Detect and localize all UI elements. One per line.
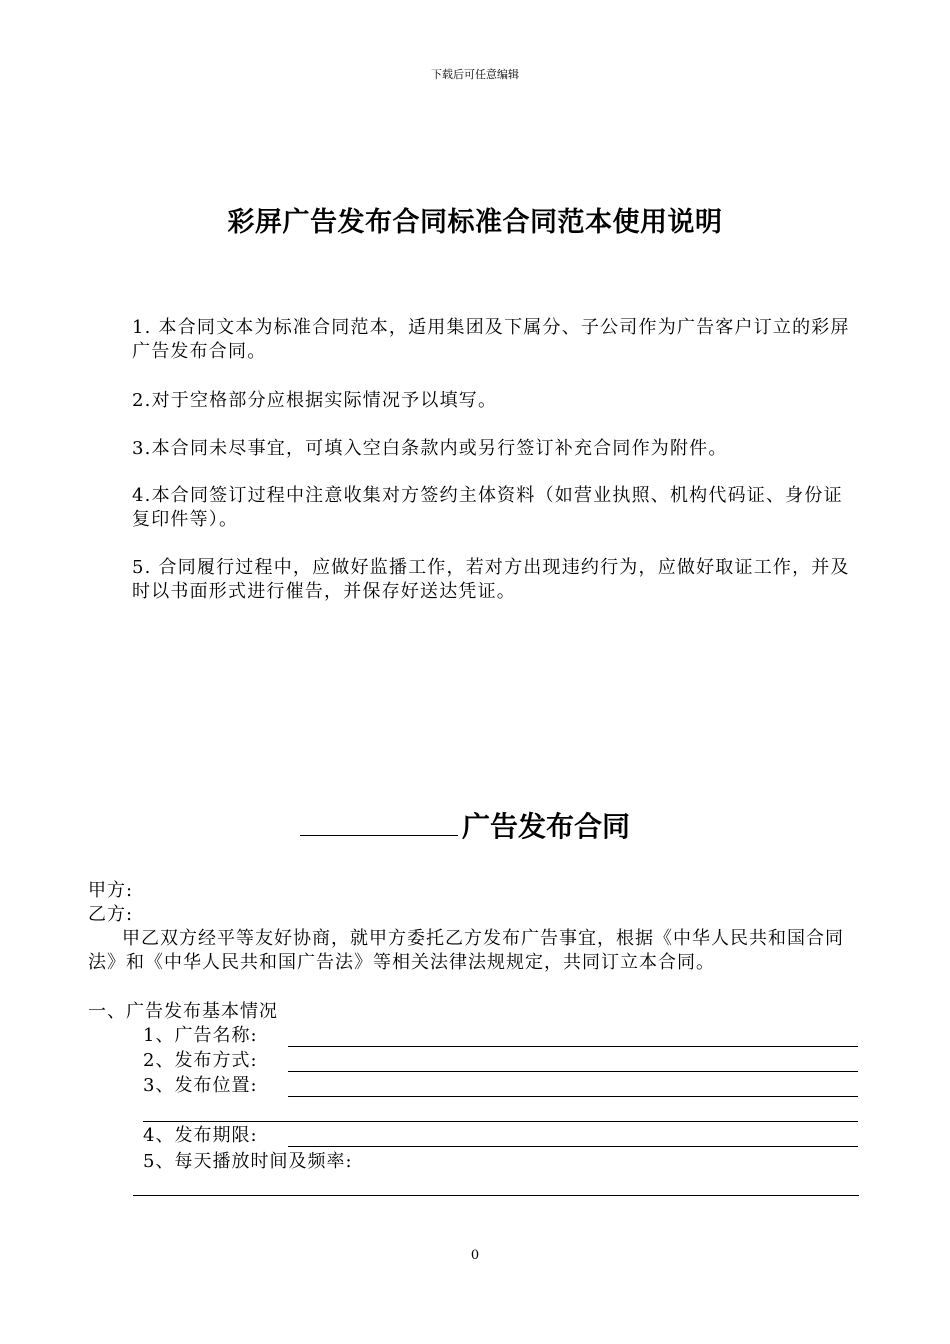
- instruction-text: 5. 合同履行过程中，应做好监播工作，若对方出现违约行为，应做好取证工作，并及时以书面形式进行催告，并保存好送达凭证。: [132, 557, 850, 602]
- header-note: 下载后可任意编辑: [431, 68, 519, 81]
- field-period-line[interactable]: [288, 1146, 858, 1147]
- instruction-text: 3.本合同未尽事宜，可填入空白条款内或另行签订补充合同作为附件。: [132, 438, 728, 459]
- field-location-line-2[interactable]: [143, 1121, 858, 1122]
- preamble: [88, 927, 862, 975]
- contract-title: [300, 805, 630, 845]
- field-period-label: 4、发布期限:: [143, 1125, 258, 1146]
- field-method-label: 2、发布方式:: [143, 1050, 258, 1071]
- field-method-line[interactable]: [288, 1071, 858, 1072]
- field-ad-name-line[interactable]: [288, 1046, 858, 1047]
- instruction-item-5: [88, 556, 860, 604]
- instruction-item-3: [88, 437, 860, 461]
- title-blank-field[interactable]: [300, 813, 458, 836]
- instruction-item-1: [88, 316, 860, 364]
- instructions-title: 彩屏广告发布合同标准合同范本使用说明: [227, 207, 723, 238]
- field-location-line[interactable]: [288, 1096, 858, 1097]
- instruction-text: 2.对于空格部分应根据实际情况予以填写。: [132, 390, 498, 411]
- party-b-label: 乙方:: [88, 904, 134, 925]
- section1-title: 一、广告发布基本情况: [88, 1001, 278, 1022]
- party-a-label: 甲方:: [88, 880, 134, 901]
- instruction-text: 4.本合同签订过程中注意收集对方签约主体资料（如营业执照、机构代码证、身份证复印件等）。: [132, 485, 843, 530]
- field-schedule-line[interactable]: [133, 1195, 859, 1196]
- instruction-item-4: [88, 484, 860, 532]
- page-number: 0: [470, 1248, 480, 1263]
- instruction-text: 1. 本合同文本为标准合同范本，适用集团及下属分、子公司作为广告客户订立的彩屏广告发布合同。: [132, 317, 850, 362]
- field-ad-name-label: 1、广告名称:: [143, 1025, 258, 1046]
- contract-title-text: 广告发布合同: [462, 810, 631, 843]
- preamble-text: 甲乙双方经平等友好协商，就甲方委托乙方发布广告事宜，根据《中华人民共和国合同法》和《中华人民共和国广告法》等相关法律法规规定，共同订立本合同。: [88, 928, 844, 973]
- field-location-label: 3、发布位置:: [143, 1075, 258, 1096]
- instruction-item-2: [88, 389, 860, 413]
- field-schedule-label: 5、每天播放时间及频率:: [143, 1151, 353, 1172]
